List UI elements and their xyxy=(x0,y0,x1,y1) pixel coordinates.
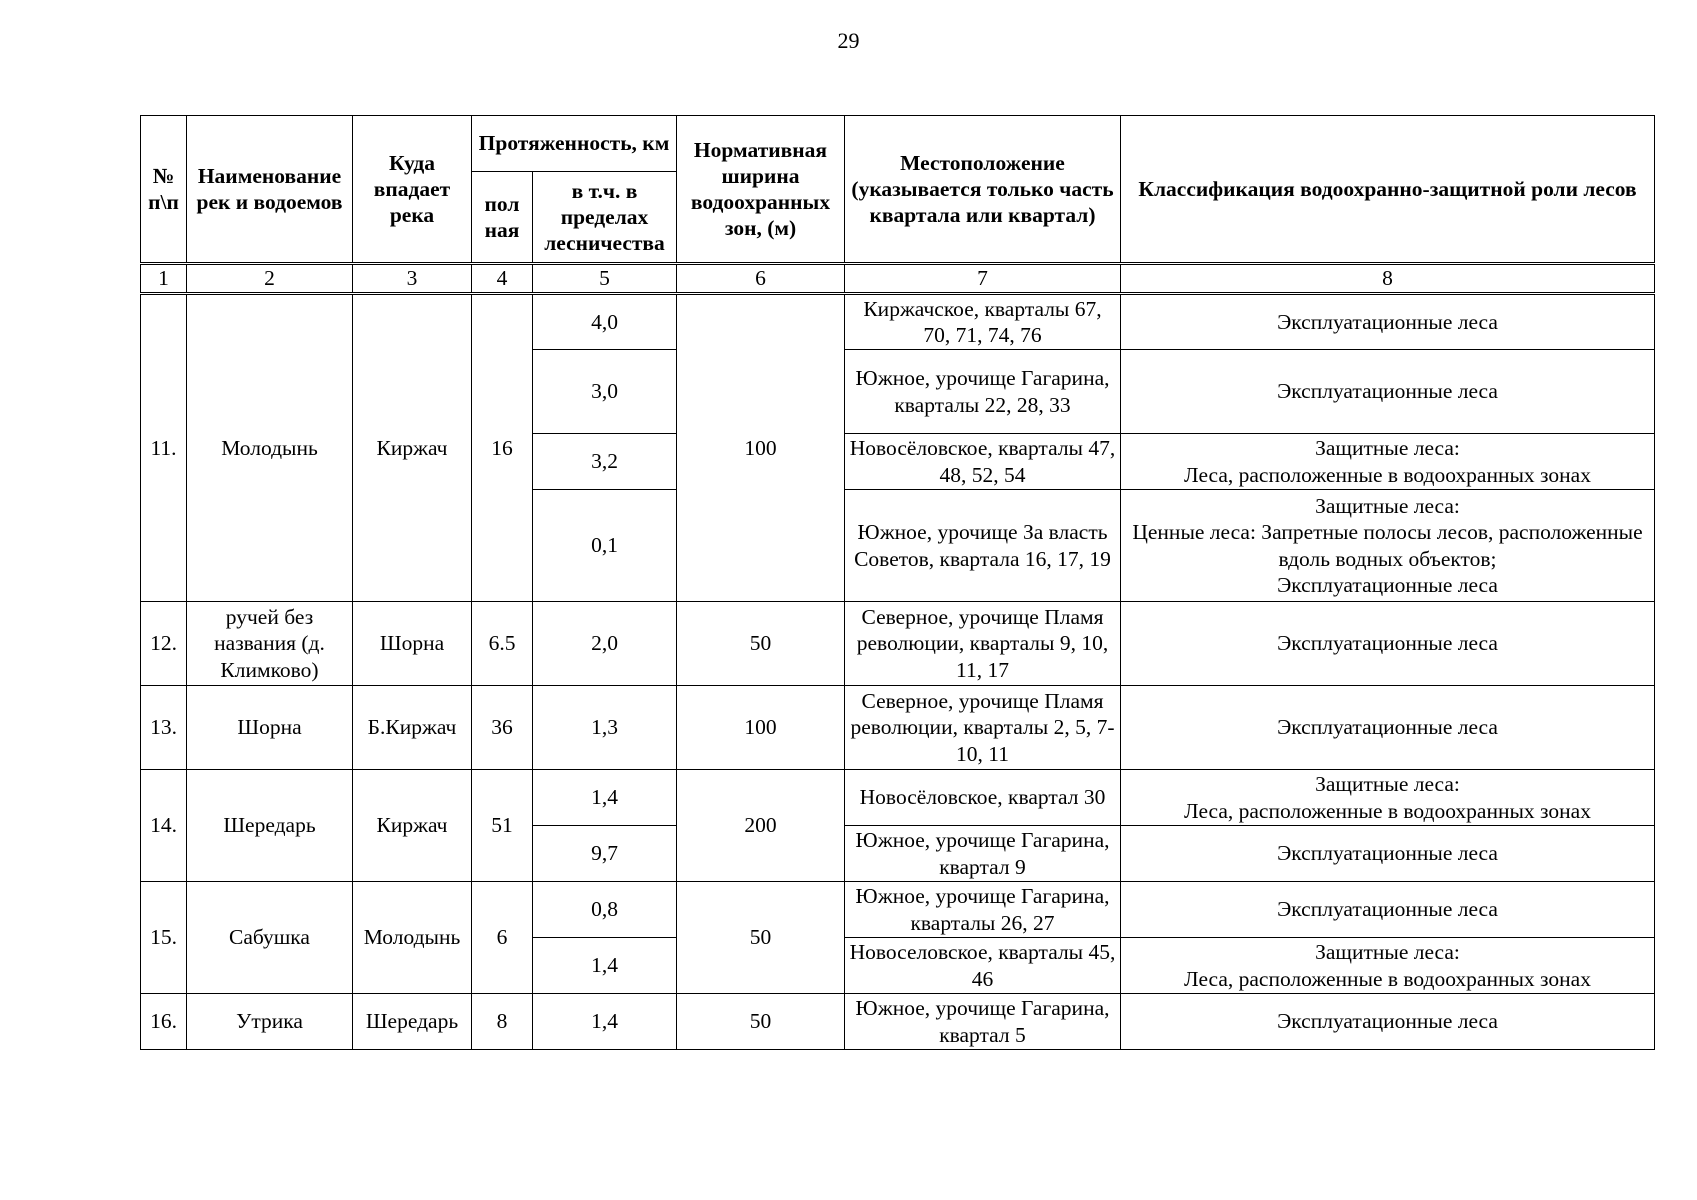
cell-length-within: 9,7 xyxy=(533,826,677,882)
cell-location: Южное, урочище Гагарина, кварталы 22, 28, 33 xyxy=(845,350,1121,434)
column-numbers-row xyxy=(141,264,1655,294)
cell-number: 14. xyxy=(141,770,187,882)
cell-location: Южное, урочище Гагарина, квартал 9 xyxy=(845,826,1121,882)
cell-classification xyxy=(1121,686,1655,770)
cell-length-within: 3,2 xyxy=(533,434,677,490)
cell-classification xyxy=(1121,434,1655,490)
column-number: 5 xyxy=(533,264,677,294)
cell-location: Новосёловское, кварталы 47, 48, 52, 54 xyxy=(845,434,1121,490)
cell-location: Новоселовское, кварталы 45, 46 xyxy=(845,938,1121,994)
cell-length-total: 51 xyxy=(472,770,533,882)
cell-classification xyxy=(1121,826,1655,882)
cell-classification xyxy=(1121,882,1655,938)
cell-classification xyxy=(1121,770,1655,826)
cell-length-within: 0,8 xyxy=(533,882,677,938)
classification-line: Леса, расположенные в водоохранных зонах xyxy=(1184,798,1591,823)
cell-number: 11. xyxy=(141,294,187,602)
cell-number: 15. xyxy=(141,882,187,994)
cell-length-total: 6 xyxy=(472,882,533,994)
cell-length-within: 1,3 xyxy=(533,686,677,770)
cell-length-within: 1,4 xyxy=(533,994,677,1050)
classification-line: Эксплуатационные леса xyxy=(1277,631,1498,656)
cell-length-total: 6.5 xyxy=(472,602,533,686)
cell-location: Южное, урочище Гагарина, квартал 5 xyxy=(845,994,1121,1050)
cell-location: Новосёловское, квартал 30 xyxy=(845,770,1121,826)
header-col-length-total: пол ная xyxy=(472,172,533,264)
header-col-into: Куда впадает река xyxy=(353,116,472,264)
classification-line: Эксплуатационные леса xyxy=(1277,897,1498,922)
classification-line: Эксплуатационные леса xyxy=(1277,841,1498,866)
classification-line: Защитные леса: xyxy=(1315,772,1460,797)
cell-zone-width: 50 xyxy=(677,602,845,686)
cell-length-within: 2,0 xyxy=(533,602,677,686)
page-number: 29 xyxy=(837,28,860,53)
table-row xyxy=(141,770,1655,826)
cell-length-within: 1,4 xyxy=(533,938,677,994)
classification-line: Эксплуатационные леса xyxy=(1277,715,1498,740)
classification-line: Защитные леса: xyxy=(1315,494,1460,519)
column-number: 1 xyxy=(141,264,187,294)
cell-classification xyxy=(1121,294,1655,350)
cell-number: 12. xyxy=(141,602,187,686)
column-number: 6 xyxy=(677,264,845,294)
cell-zone-width: 100 xyxy=(677,294,845,602)
cell-name: Утрика xyxy=(187,994,353,1050)
cell-name: Шередарь xyxy=(187,770,353,882)
cell-location: Южное, урочище За власть Советов, квартала 16, 17, 19 xyxy=(845,490,1121,602)
cell-classification xyxy=(1121,938,1655,994)
table-row xyxy=(141,994,1655,1050)
table-row xyxy=(141,602,1655,686)
header-col-classification: Классификация водоохранно-защитной роли лесов xyxy=(1121,116,1655,264)
water-protection-table xyxy=(140,115,1655,1050)
header-col-name: Наименование рек и водоемов xyxy=(187,116,353,264)
cell-classification xyxy=(1121,994,1655,1050)
classification-line: Эксплуатационные леса xyxy=(1277,309,1498,334)
column-number: 8 xyxy=(1121,264,1655,294)
cell-zone-width: 50 xyxy=(677,994,845,1050)
cell-zone-width: 100 xyxy=(677,686,845,770)
cell-length-total: 8 xyxy=(472,994,533,1050)
cell-location: Южное, урочище Гагарина, кварталы 26, 27 xyxy=(845,882,1121,938)
cell-zone-width: 50 xyxy=(677,882,845,994)
cell-location: Киржачское, кварталы 67, 70, 71, 74, 76 xyxy=(845,294,1121,350)
header-col-number: № п\п xyxy=(141,116,187,264)
classification-line: Леса, расположенные в водоохранных зонах xyxy=(1184,462,1591,487)
classification-line: Защитные леса: xyxy=(1315,436,1460,461)
classification-line: Защитные леса: xyxy=(1315,940,1460,965)
header-col-width: Нормативная ширина водоохранных зон, (м) xyxy=(677,116,845,264)
cell-name: ручей без названия (д. Климково) xyxy=(187,602,353,686)
cell-length-total: 36 xyxy=(472,686,533,770)
classification-line: Ценные леса: Запретные полосы лесов, расположенные вдоль водных объектов; xyxy=(1132,520,1643,571)
cell-name: Сабушка xyxy=(187,882,353,994)
column-number: 7 xyxy=(845,264,1121,294)
cell-name: Шорна xyxy=(187,686,353,770)
table-row xyxy=(141,294,1655,350)
table-row xyxy=(141,882,1655,938)
cell-location: Северное, урочище Пламя революции, кварталы 2, 5, 7-10, 11 xyxy=(845,686,1121,770)
column-number: 4 xyxy=(472,264,533,294)
header-col-length-within: в т.ч. в пределах лесничества xyxy=(533,172,677,264)
cell-into: Молодынь xyxy=(353,882,472,994)
cell-classification xyxy=(1121,490,1655,602)
table-body xyxy=(141,294,1655,1050)
cell-classification xyxy=(1121,350,1655,434)
cell-into: Б.Киржач xyxy=(353,686,472,770)
cell-number: 13. xyxy=(141,686,187,770)
cell-into: Шередарь xyxy=(353,994,472,1050)
cell-into: Киржач xyxy=(353,294,472,602)
classification-line: Эксплуатационные леса xyxy=(1277,1009,1498,1034)
classification-line: Леса, расположенные в водоохранных зонах xyxy=(1184,966,1591,991)
classification-line: Эксплуатационные леса xyxy=(1277,572,1498,597)
cell-length-within: 0,1 xyxy=(533,490,677,602)
cell-name: Молодынь xyxy=(187,294,353,602)
cell-classification xyxy=(1121,602,1655,686)
cell-location: Северное, урочище Пламя революции, кварталы 9, 10, 11, 17 xyxy=(845,602,1121,686)
cell-length-within: 1,4 xyxy=(533,770,677,826)
cell-length-within: 4,0 xyxy=(533,294,677,350)
cell-zone-width: 200 xyxy=(677,770,845,882)
column-number: 3 xyxy=(353,264,472,294)
header-col-location: Местоположение (указывается только часть квартала или квартал) xyxy=(845,116,1121,264)
column-number: 2 xyxy=(187,264,353,294)
cell-length-within: 3,0 xyxy=(533,350,677,434)
classification-line: Эксплуатационные леса xyxy=(1277,379,1498,404)
table-row xyxy=(141,686,1655,770)
header-col-length: Протяженность, км xyxy=(472,116,677,172)
cell-length-total: 16 xyxy=(472,294,533,602)
cell-into: Шорна xyxy=(353,602,472,686)
cell-number: 16. xyxy=(141,994,187,1050)
cell-into: Киржач xyxy=(353,770,472,882)
table-header xyxy=(141,116,1655,294)
